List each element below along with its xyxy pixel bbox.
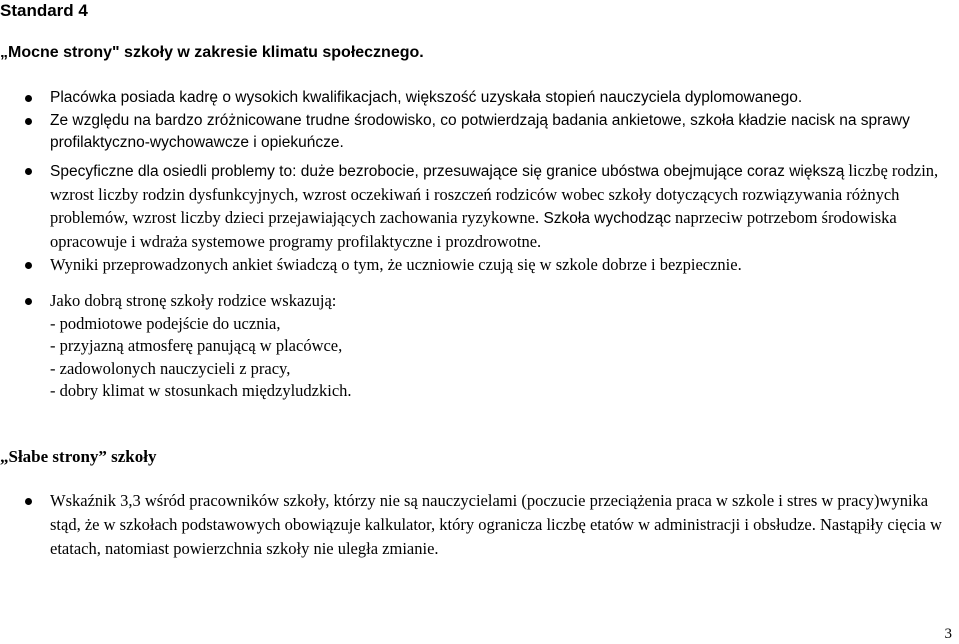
- strengths-list: [0, 87, 955, 155]
- reasons-intro-text: Jako dobrą stronę szkoły rodzice wskazują:: [50, 291, 337, 310]
- page-number: 3: [944, 626, 952, 642]
- reasons-intro: [0, 290, 955, 313]
- reason-line: - przyjazną atmosferę panującą w placówce,: [50, 336, 343, 356]
- list-item: [0, 254, 955, 278]
- bullet-icon: [25, 95, 32, 102]
- list-item-text: Ze względu na bardzo zróżnicowane trudne środowisko, co potwierdzają badania ankietowe, szkoła kładzie nacisk na sprawy profilaktyczno-wychowawcze i opiekuńcze.: [50, 111, 910, 151]
- document-title: Standard 4: [0, 1, 88, 20]
- list-item: [0, 160, 955, 254]
- bullet-icon: [25, 262, 32, 269]
- reason-line: - zadowolonych nauczycieli z pracy,: [50, 358, 291, 378]
- list-item: [0, 110, 955, 155]
- list-item-text: Wskaźnik 3,3 wśród pracowników szkoły, którzy nie są nauczycielami (poczucie przeciążenia praca w szkole i stres w pracy)wynika stąd, że w szkołach podstawowych obowiązuje kalkulator, który ogranicza liczbę etatów w administracji i obsłudze. Nastąpiły cięcia w etatach, natomiast powierzchnia szkoły nie uległa zmianie.: [50, 491, 942, 558]
- reason-line: - podmiotowe podejście do ucznia,: [50, 313, 281, 333]
- list-item-text: Szkoła wychodząc: [539, 210, 671, 227]
- bullet-icon: [25, 118, 32, 125]
- bullet-icon: [25, 168, 32, 175]
- list-item-text: naprzeciw potrzebom środowiska opracowuje i wdraża systemowe programy profilaktyczne i prozdrowotne.: [50, 208, 897, 251]
- parents-reasons: [0, 290, 955, 403]
- weaknesses-heading: „Słabe strony” szkoły: [0, 447, 157, 466]
- bullet-icon: [25, 298, 32, 305]
- list-item-text: liczbę rodzin, wzrost liczby rodzin dysfunkcyjnych, wzrost oczekiwań i roszczeń rodziców wobec szkoły dotyczących rozwiązywania różnych problemów, wzrost liczby dzieci przejawiających zachowania ryzykowne.: [50, 161, 939, 227]
- list-item: [0, 489, 955, 561]
- bullet-icon: [25, 498, 32, 505]
- list-item: [0, 87, 955, 110]
- list-item-text: Placówka posiada kadrę o wysokich kwalifikacjach, większość uzyskała stopień nauczyciela dyplomowanego.: [50, 89, 803, 106]
- list-item-text: Specyficzne dla osiedli problemy to: duże bezrobocie, przesuwające się granice ubóstwa obejmujące coraz większą: [50, 163, 845, 180]
- strengths-list-continued: [0, 160, 955, 278]
- strengths-heading: „Mocne strony" szkoły w zakresie klimatu społecznego.: [0, 44, 424, 61]
- list-item-text: Wyniki przeprowadzonych ankiet świadczą o tym, że uczniowie czują się w szkole dobrze i bezpiecznie.: [50, 255, 742, 274]
- reason-line: - dobry klimat w stosunkach międzyludzkich.: [50, 381, 352, 401]
- weaknesses-list: [0, 489, 955, 561]
